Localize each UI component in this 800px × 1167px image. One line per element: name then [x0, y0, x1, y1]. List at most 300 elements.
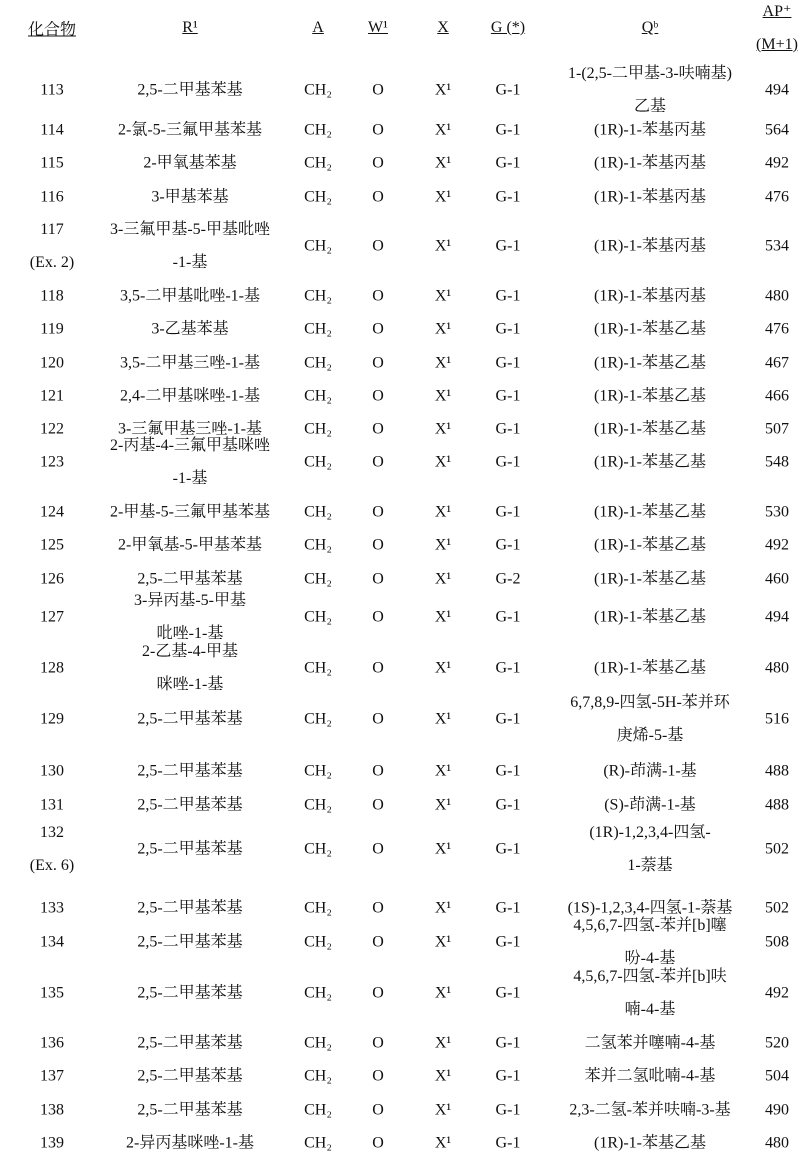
cell-g: G-1: [496, 926, 521, 959]
cell-g: G-1: [496, 181, 521, 214]
cell-id: [40, 280, 63, 313]
cell-q-line: 喃-4-基: [573, 993, 726, 1026]
cell-id: [40, 977, 64, 1010]
cell-r1: [137, 833, 242, 866]
cell-ap: 466: [765, 380, 789, 413]
cell-w1: O: [372, 74, 384, 107]
cell-id: [40, 703, 64, 736]
cell-w1: O: [372, 230, 384, 263]
cell-q: [570, 686, 730, 752]
header-a: A: [312, 19, 324, 37]
cell-q-line: 4,5,6,7-四氢-苯并[b]噻: [573, 909, 726, 942]
cell-r1: [137, 703, 242, 736]
cell-x: X¹: [435, 563, 451, 596]
cell-g: G-1: [496, 347, 521, 380]
cell-w1: O: [372, 755, 384, 788]
cell-id: [40, 496, 64, 529]
cell-w1: O: [372, 601, 384, 634]
cell-g: G-1: [496, 230, 521, 263]
cell-id: [40, 563, 64, 596]
cell-id-line: 119: [40, 313, 63, 346]
cell-ap: 490: [765, 1094, 789, 1127]
cell-id: [40, 74, 63, 107]
cell-a: CH₂: [304, 926, 332, 959]
cell-id: [40, 347, 64, 380]
cell-a: CH₂: [304, 563, 332, 596]
cell-id-line: 117: [30, 213, 74, 246]
cell-x: X¹: [435, 446, 451, 479]
cell-id: [40, 313, 63, 346]
cell-q: [594, 114, 706, 147]
cell-q: [594, 529, 706, 562]
cell-g: G-1: [496, 529, 521, 562]
cell-a: CH₂: [304, 74, 332, 107]
cell-q-line: 吩-4-基: [573, 942, 726, 975]
cell-r1-line: 2,5-二甲基苯基: [137, 833, 242, 866]
header-w1: W¹: [368, 19, 388, 37]
cell-a: CH₂: [304, 280, 332, 313]
cell-r1-line: 2-氯-5-三氟甲基苯基: [118, 114, 262, 147]
cell-a: CH₂: [304, 652, 332, 685]
cell-r1-line: 3-甲基苯基: [151, 181, 228, 214]
cell-id-line: 124: [40, 496, 64, 529]
cell-q-line: (1R)-1-苯基乙基: [594, 413, 706, 446]
cell-r1-line: 3-乙基苯基: [151, 313, 228, 346]
cell-q-line: (1R)-1-苯基丙基: [594, 181, 706, 214]
cell-r1-line: 3-三氟甲基三唑-1-基: [118, 413, 262, 446]
cell-id-line: 131: [40, 789, 64, 822]
cell-q: [594, 230, 706, 263]
cell-x: X¹: [435, 114, 451, 147]
cell-r1-line: 2,5-二甲基苯基: [137, 1060, 242, 1093]
cell-x: X¹: [435, 1060, 451, 1093]
cell-q-line: (1R)-1-苯基乙基: [594, 529, 706, 562]
cell-a: CH₂: [304, 380, 332, 413]
cell-r1-line: 2,5-二甲基苯基: [137, 1027, 242, 1060]
cell-ap: 508: [765, 926, 789, 959]
cell-w1: O: [372, 1127, 384, 1160]
cell-q-line: (1R)-1-苯基丙基: [594, 147, 706, 180]
cell-g: G-1: [496, 114, 521, 147]
cell-q: [603, 755, 696, 788]
cell-w1: O: [372, 181, 384, 214]
cell-ap: 492: [765, 529, 789, 562]
cell-id: [40, 446, 64, 479]
cell-x: X¹: [435, 833, 451, 866]
header-x: X: [437, 19, 449, 37]
cell-id-line: 118: [40, 280, 63, 313]
cell-id-line: 115: [40, 147, 63, 180]
header-ap-mass: (M+1): [756, 36, 798, 54]
cell-x: X¹: [435, 313, 451, 346]
cell-a: CH₂: [304, 347, 332, 380]
cell-a: CH₂: [304, 1060, 332, 1093]
cell-r1-line: 咪唑-1-基: [142, 668, 238, 701]
cell-x: X¹: [435, 755, 451, 788]
cell-r1-line: 吡唑-1-基: [134, 617, 246, 650]
cell-q: [594, 147, 706, 180]
cell-w1: O: [372, 380, 384, 413]
cell-ap: 564: [765, 114, 789, 147]
cell-q-line: 2,3-二氢-苯并呋喃-3-基: [569, 1094, 730, 1127]
cell-x: X¹: [435, 413, 451, 446]
cell-q-line: (1R)-1-苯基乙基: [594, 601, 706, 634]
cell-r1-line: 3-异丙基-5-甲基: [134, 584, 246, 617]
cell-r1: [120, 280, 260, 313]
cell-q-line: (1R)-1-苯基乙基: [594, 1127, 706, 1160]
cell-q-line: (1R)-1-苯基乙基: [594, 347, 706, 380]
cell-r1-line: 2-乙基-4-甲基: [142, 635, 238, 668]
cell-w1: O: [372, 833, 384, 866]
cell-g: G-1: [496, 833, 521, 866]
cell-w1: O: [372, 892, 384, 925]
cell-q: [594, 1127, 706, 1160]
cell-ap: 476: [765, 313, 789, 346]
cell-ap: 492: [765, 147, 789, 180]
header-g: G (*): [491, 19, 525, 37]
cell-id: [40, 181, 63, 214]
cell-ap: 504: [765, 1060, 789, 1093]
cell-ap: 494: [765, 601, 789, 634]
cell-r1-line: 2,5-二甲基苯基: [137, 1094, 242, 1127]
cell-q-line: 二氢苯并噻喃-4-基: [585, 1027, 716, 1060]
cell-q: [569, 1094, 730, 1127]
cell-r1: [120, 380, 260, 413]
cell-id-line: 127: [40, 601, 64, 634]
cell-g: G-1: [496, 74, 521, 107]
cell-g: G-1: [496, 1060, 521, 1093]
cell-ap: 502: [765, 833, 789, 866]
cell-a: CH₂: [304, 413, 332, 446]
cell-q-line: 乙基: [568, 90, 732, 123]
cell-x: X¹: [435, 926, 451, 959]
cell-q-line: (1R)-1-苯基乙基: [594, 496, 706, 529]
cell-a: CH₂: [304, 1094, 332, 1127]
cell-r1-line: -1-基: [110, 246, 270, 279]
cell-id: [30, 213, 74, 279]
cell-id-line: (Ex. 6): [30, 849, 74, 882]
cell-id: [40, 114, 63, 147]
cell-w1: O: [372, 1027, 384, 1060]
cell-g: G-1: [496, 1127, 521, 1160]
cell-r1-line: 2,5-二甲基苯基: [137, 789, 242, 822]
cell-g: G-1: [496, 496, 521, 529]
cell-q: [594, 563, 706, 596]
cell-q: [594, 347, 706, 380]
cell-g: G-1: [496, 280, 521, 313]
cell-w1: O: [372, 529, 384, 562]
cell-r1: [118, 114, 262, 147]
cell-q: [594, 413, 706, 446]
cell-id-line: 135: [40, 977, 64, 1010]
cell-w1: O: [372, 563, 384, 596]
cell-g: G-1: [496, 703, 521, 736]
cell-q: [594, 601, 706, 634]
cell-q: [573, 960, 726, 1026]
cell-r1: [151, 181, 228, 214]
cell-x: X¹: [435, 1027, 451, 1060]
cell-x: X¹: [435, 380, 451, 413]
cell-r1: [118, 529, 262, 562]
cell-r1: [142, 635, 238, 701]
cell-a: CH₂: [304, 496, 332, 529]
cell-id-line: 121: [40, 380, 64, 413]
cell-q-line: 苯并二氢吡喃-4-基: [585, 1060, 716, 1093]
cell-id: [40, 1060, 64, 1093]
cell-q-line: (1R)-1-苯基乙基: [594, 563, 706, 596]
cell-id: [40, 147, 63, 180]
cell-a: CH₂: [304, 114, 332, 147]
cell-a: CH₂: [304, 601, 332, 634]
cell-r1-line: 2-丙基-4-三氟甲基咪唑: [110, 429, 270, 462]
cell-id: [40, 892, 64, 925]
cell-q-line: (1S)-1,2,3,4-四氢-1-萘基: [568, 892, 733, 925]
cell-r1-line: 2,5-二甲基苯基: [137, 74, 242, 107]
cell-a: CH₂: [304, 755, 332, 788]
cell-x: X¹: [435, 789, 451, 822]
cell-g: G-1: [496, 413, 521, 446]
cell-r1-line: 2,4-二甲基咪唑-1-基: [120, 380, 260, 413]
cell-a: CH₂: [304, 1127, 332, 1160]
cell-q-line: (1R)-1,2,3,4-四氢-: [589, 816, 710, 849]
cell-q: [594, 313, 706, 346]
cell-x: X¹: [435, 1127, 451, 1160]
cell-w1: O: [372, 446, 384, 479]
cell-q-line: (1R)-1-苯基乙基: [594, 652, 706, 685]
cell-g: G-1: [496, 652, 521, 685]
cell-r1-line: 2-异丙基咪唑-1-基: [126, 1127, 254, 1160]
cell-id-line: (Ex. 2): [30, 246, 74, 279]
cell-q: [585, 1027, 716, 1060]
cell-x: X¹: [435, 496, 451, 529]
cell-id-line: 128: [40, 652, 64, 685]
cell-id: [40, 926, 64, 959]
cell-g: G-1: [496, 313, 521, 346]
cell-ap: 476: [765, 181, 789, 214]
cell-q-line: 1-(2,5-二甲基-3-呋喃基): [568, 57, 732, 90]
cell-q-line: (1R)-1-苯基乙基: [594, 446, 706, 479]
cell-a: CH₂: [304, 147, 332, 180]
cell-g: G-1: [496, 789, 521, 822]
cell-r1: [137, 74, 242, 107]
cell-x: X¹: [435, 529, 451, 562]
cell-ap: 534: [765, 230, 789, 263]
cell-w1: O: [372, 496, 384, 529]
cell-w1: O: [372, 1060, 384, 1093]
cell-q-line: (1R)-1-苯基乙基: [594, 313, 706, 346]
cell-id-line: 116: [40, 181, 63, 214]
cell-x: X¹: [435, 892, 451, 925]
cell-x: X¹: [435, 652, 451, 685]
cell-id: [40, 755, 64, 788]
cell-q-line: (R)-茚满-1-基: [603, 755, 696, 788]
cell-id: [30, 816, 74, 882]
cell-x: X¹: [435, 74, 451, 107]
cell-ap: 548: [765, 446, 789, 479]
cell-q-line: (1R)-1-苯基丙基: [594, 114, 706, 147]
cell-r1-line: 2-甲氧基-5-甲基苯基: [118, 529, 262, 562]
cell-q-line: 1-萘基: [589, 849, 710, 882]
cell-a: CH₂: [304, 529, 332, 562]
cell-w1: O: [372, 313, 384, 346]
cell-ap: 530: [765, 496, 789, 529]
cell-id: [40, 652, 64, 685]
cell-w1: O: [372, 147, 384, 180]
cell-ap: 480: [765, 1127, 789, 1160]
cell-a: CH₂: [304, 703, 332, 736]
cell-q: [594, 181, 706, 214]
cell-x: X¹: [435, 601, 451, 634]
cell-r1: [126, 1127, 254, 1160]
cell-a: CH₂: [304, 789, 332, 822]
cell-ap: 507: [765, 413, 789, 446]
cell-r1: [120, 347, 260, 380]
cell-q: [589, 816, 710, 882]
cell-id: [40, 380, 64, 413]
cell-r1: [110, 429, 270, 495]
cell-x: X¹: [435, 181, 451, 214]
header-compound: 化合物: [28, 17, 76, 40]
cell-id-line: 134: [40, 926, 64, 959]
cell-g: G-1: [496, 977, 521, 1010]
cell-ap: 488: [765, 755, 789, 788]
cell-ap: 516: [765, 703, 789, 736]
cell-ap: 502: [765, 892, 789, 925]
cell-id-line: 132: [30, 816, 74, 849]
header-r1: R¹: [182, 19, 197, 37]
cell-x: X¹: [435, 230, 451, 263]
cell-x: X¹: [435, 347, 451, 380]
cell-r1: [137, 926, 242, 959]
cell-r1-line: 3-三氟甲基-5-甲基吡唑: [110, 213, 270, 246]
cell-id: [40, 601, 64, 634]
cell-x: X¹: [435, 280, 451, 313]
cell-r1: [110, 213, 270, 279]
cell-r1-line: 2-甲基-5-三氟甲基苯基: [110, 496, 270, 529]
cell-a: CH₂: [304, 1027, 332, 1060]
cell-g: G-1: [496, 892, 521, 925]
cell-id: [40, 1127, 64, 1160]
cell-ap: 480: [765, 652, 789, 685]
cell-g: G-1: [496, 147, 521, 180]
cell-w1: O: [372, 347, 384, 380]
cell-x: X¹: [435, 1094, 451, 1127]
cell-id-line: 114: [40, 114, 63, 147]
cell-x: X¹: [435, 147, 451, 180]
cell-id-line: 130: [40, 755, 64, 788]
cell-id: [40, 413, 64, 446]
cell-q-line: 4,5,6,7-四氢-苯并[b]呋: [573, 960, 726, 993]
cell-r1: [110, 496, 270, 529]
cell-g: G-2: [496, 563, 521, 596]
cell-id-line: 136: [40, 1027, 64, 1060]
cell-q: [594, 446, 706, 479]
cell-w1: O: [372, 977, 384, 1010]
cell-id-line: 133: [40, 892, 64, 925]
cell-q: [594, 280, 706, 313]
cell-g: G-1: [496, 1027, 521, 1060]
cell-q-line: 庚烯-5-基: [570, 719, 730, 752]
cell-r1: [137, 892, 242, 925]
cell-r1-line: 2,5-二甲基苯基: [137, 977, 242, 1010]
cell-a: CH₂: [304, 313, 332, 346]
cell-a: CH₂: [304, 977, 332, 1010]
cell-r1: [137, 977, 242, 1010]
cell-q-line: 6,7,8,9-四氢-5H-苯并环: [570, 686, 730, 719]
cell-r1-line: 2,5-二甲基苯基: [137, 563, 242, 596]
cell-a: CH₂: [304, 892, 332, 925]
cell-r1-line: 2,5-二甲基苯基: [137, 892, 242, 925]
cell-id-line: 126: [40, 563, 64, 596]
cell-id-line: 139: [40, 1127, 64, 1160]
cell-ap: 494: [765, 74, 789, 107]
cell-r1-line: -1-基: [110, 462, 270, 495]
cell-g: G-1: [496, 380, 521, 413]
cell-id: [40, 529, 64, 562]
cell-ap: 492: [765, 977, 789, 1010]
cell-id-line: 122: [40, 413, 64, 446]
cell-w1: O: [372, 652, 384, 685]
cell-w1: O: [372, 1094, 384, 1127]
cell-r1-line: 2,5-二甲基苯基: [137, 926, 242, 959]
cell-q-line: (1R)-1-苯基丙基: [594, 280, 706, 313]
cell-w1: O: [372, 926, 384, 959]
cell-id-line: 138: [40, 1094, 64, 1127]
cell-ap: 460: [765, 563, 789, 596]
cell-id-line: 125: [40, 529, 64, 562]
cell-r1: [151, 313, 228, 346]
header-ap: AP⁺: [763, 1, 792, 21]
cell-x: X¹: [435, 703, 451, 736]
cell-x: X¹: [435, 977, 451, 1010]
cell-a: CH₂: [304, 446, 332, 479]
cell-g: G-1: [496, 601, 521, 634]
cell-r1-line: 2,5-二甲基苯基: [137, 703, 242, 736]
cell-ap: 520: [765, 1027, 789, 1060]
cell-a: CH₂: [304, 833, 332, 866]
cell-r1: [137, 1094, 242, 1127]
cell-ap: 467: [765, 347, 789, 380]
cell-id-line: 129: [40, 703, 64, 736]
cell-r1: [137, 755, 242, 788]
cell-id-line: 120: [40, 347, 64, 380]
cell-a: CH₂: [304, 181, 332, 214]
cell-g: G-1: [496, 755, 521, 788]
cell-r1-line: 2-甲氧基苯基: [143, 147, 236, 180]
cell-w1: O: [372, 413, 384, 446]
cell-q: [594, 380, 706, 413]
cell-r1: [137, 1060, 242, 1093]
cell-r1: [143, 147, 236, 180]
cell-q: [594, 496, 706, 529]
cell-r1: [137, 1027, 242, 1060]
cell-id-line: 137: [40, 1060, 64, 1093]
cell-ap: 480: [765, 280, 789, 313]
cell-q: [594, 652, 706, 685]
cell-q-line: (1R)-1-苯基丙基: [594, 230, 706, 263]
cell-w1: O: [372, 114, 384, 147]
cell-r1-line: 3,5-二甲基吡唑-1-基: [120, 280, 260, 313]
cell-w1: O: [372, 280, 384, 313]
header-q: Qᵇ: [642, 19, 659, 37]
cell-w1: O: [372, 789, 384, 822]
cell-r1-line: 3,5-二甲基三唑-1-基: [120, 347, 260, 380]
cell-id: [40, 1094, 64, 1127]
cell-g: G-1: [496, 1094, 521, 1127]
cell-r1: [137, 789, 242, 822]
cell-q: [585, 1060, 716, 1093]
cell-id-line: 113: [40, 74, 63, 107]
